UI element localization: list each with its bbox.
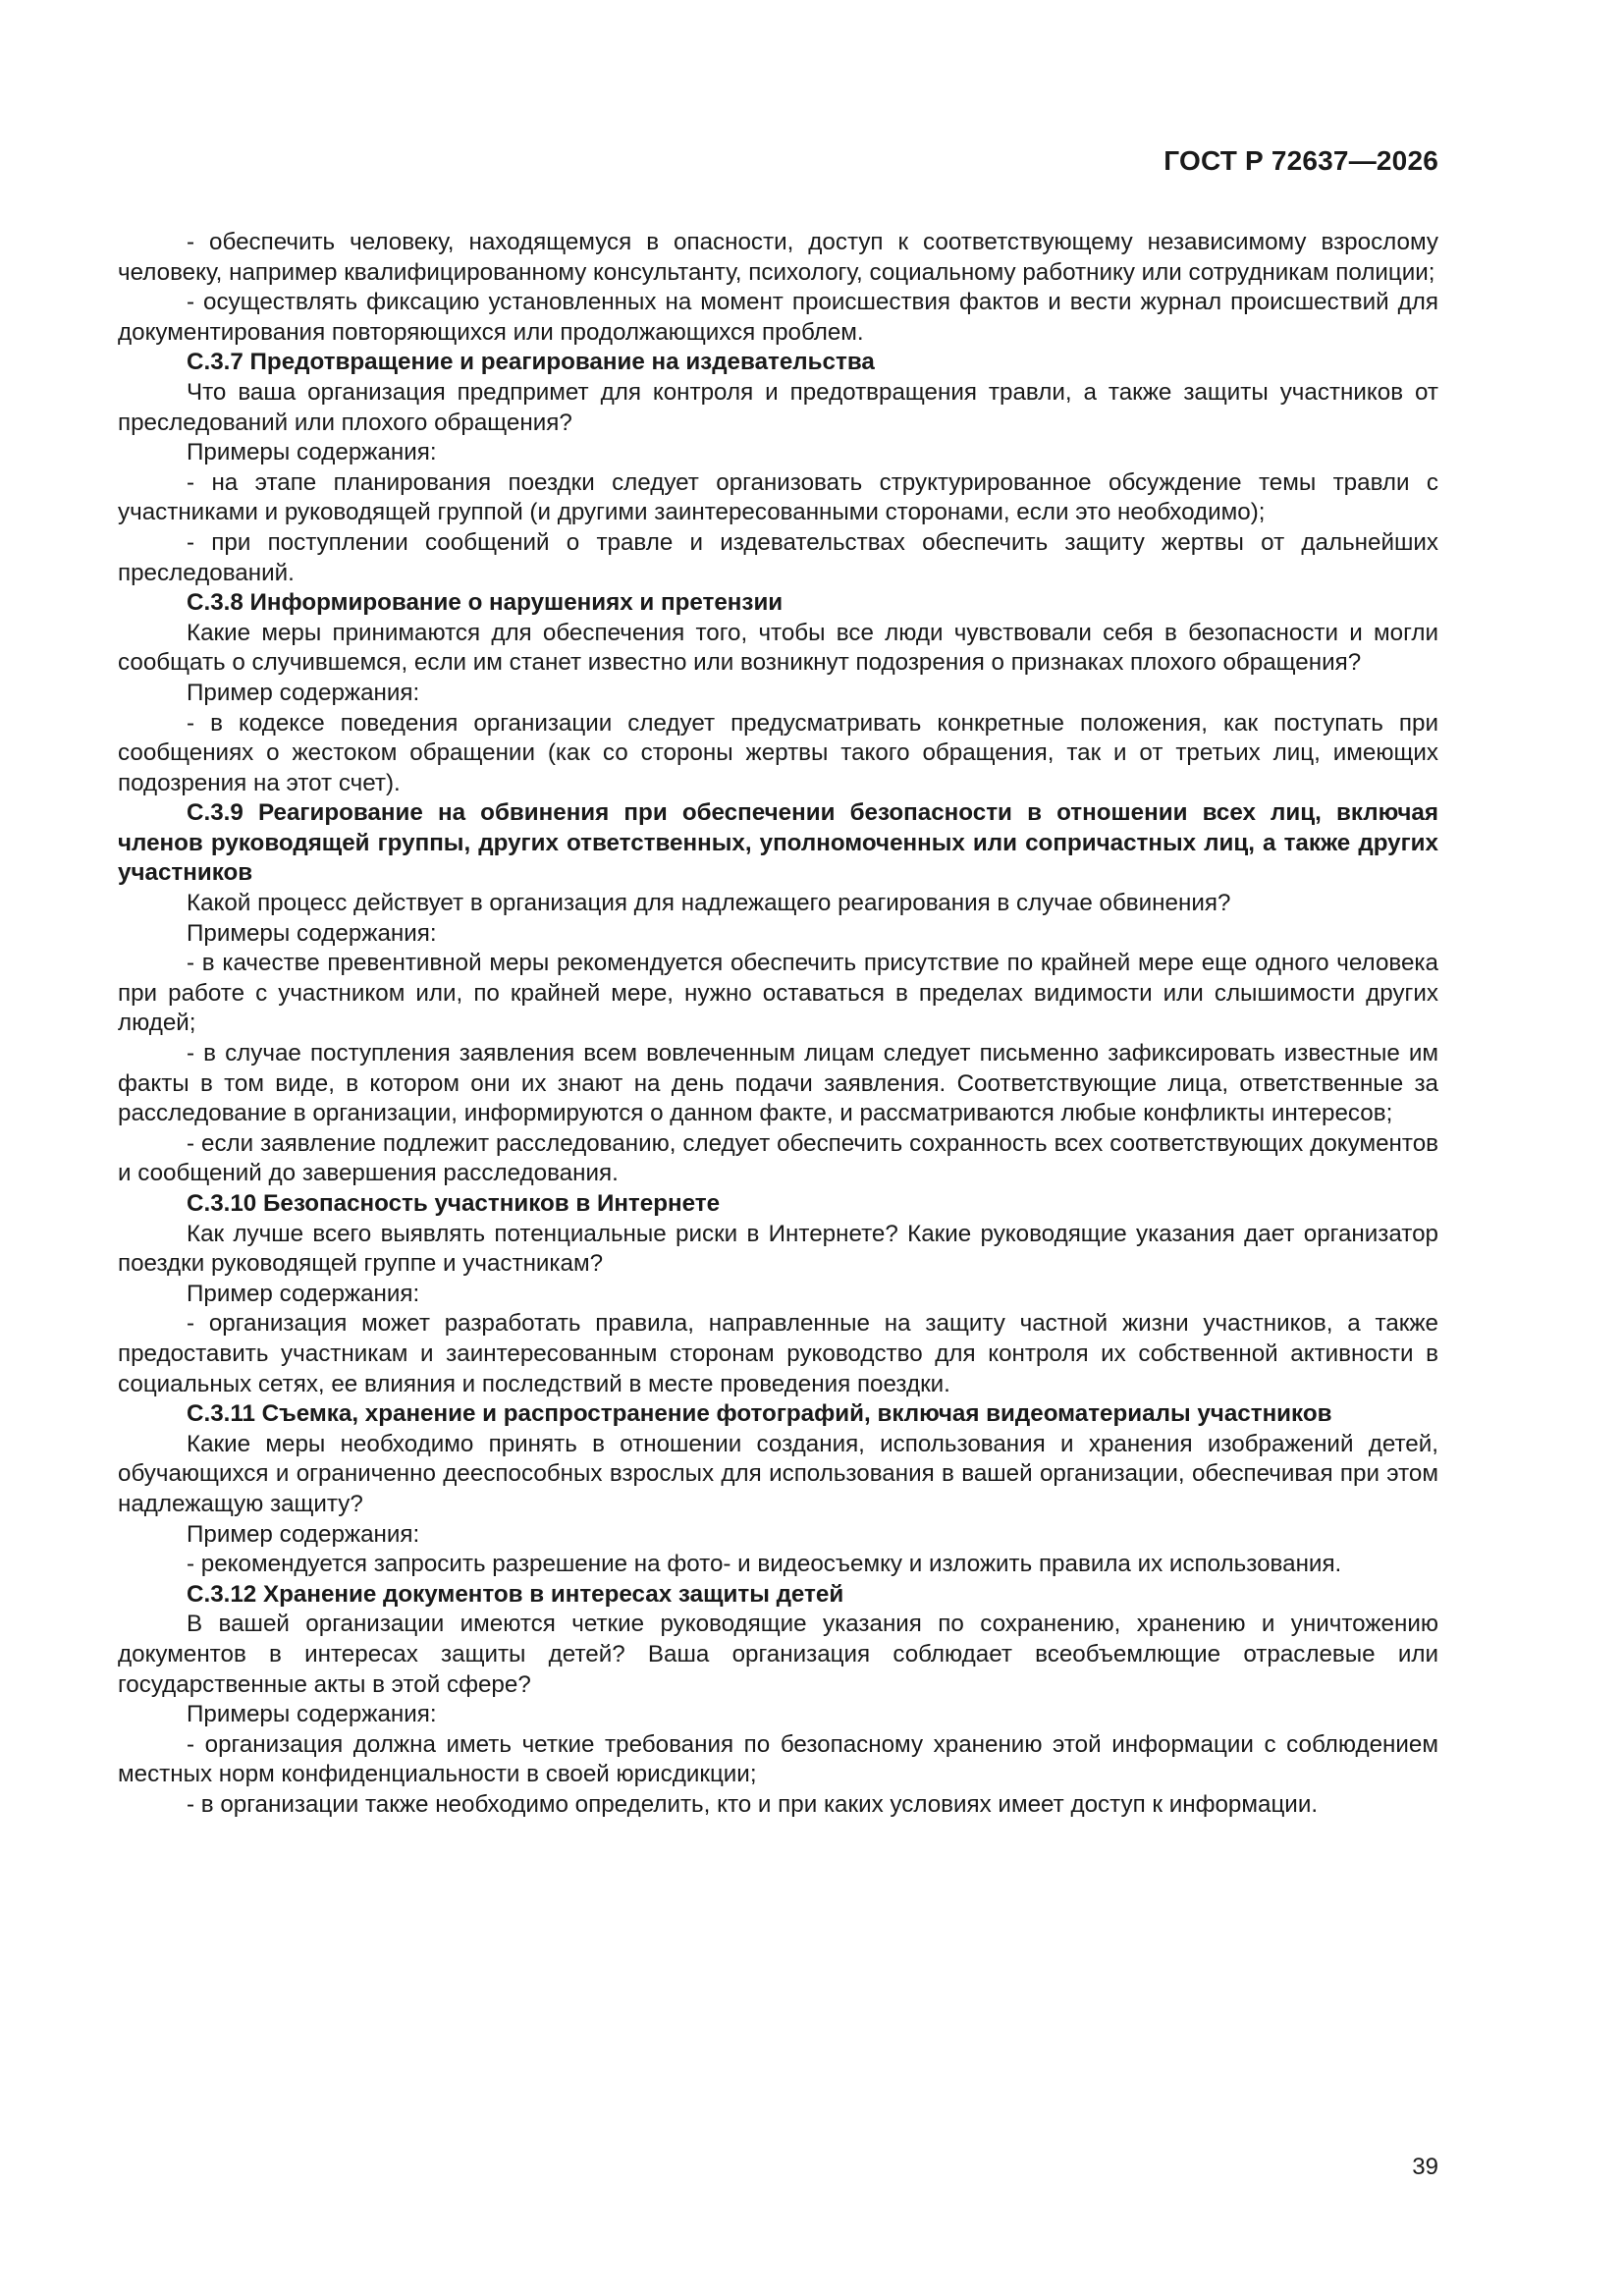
examples-label: Пример содержания: — [187, 1280, 420, 1307]
document-body — [118, 228, 1438, 1820]
list-item: - обеспечить человеку, находящемуся в опасности, доступ к соответствующему независимому взрослому человеку, например квалифицированному консультанту, психологу, социальному работнику или сотрудникам полиции; — [118, 229, 1438, 286]
examples-label: Пример содержания: — [187, 1520, 420, 1548]
list-item: - организация может разработать правила, направленные на защиту частной жизни участников, а также предоставить участникам и заинтересованным сторонам руководство для контроля их собственной активности в социальных сетях, ее влияния и последствий в месте проведения поездки. — [118, 1310, 1438, 1397]
list-item: - в качестве превентивной меры рекомендуется обеспечить присутствие по крайней мере еще одного человека при работе с участником или, по крайней мере, нужно оставаться в пределах видимости или слышимости других людей; — [118, 950, 1438, 1037]
section-heading: С.3.8 Информирование о нарушениях и претензии — [187, 589, 784, 617]
list-item: - осуществлять фиксацию установленных на момент происшествия фактов и вести журнал происшествий для документирования повторяющихся или продолжающихся проблем. — [118, 289, 1438, 346]
examples-label: Примеры содержания: — [187, 439, 437, 466]
list-item: - в организации также необходимо определить, кто и при каких условиях имеет доступ к информации. — [187, 1790, 1319, 1818]
section-heading: С.3.12 Хранение документов в интересах защиты детей — [187, 1580, 844, 1608]
page-number: 39 — [1412, 2154, 1438, 2180]
list-item: - если заявление подлежит расследованию, следует обеспечить сохранность всех соответствующих документов и сообщений до завершения расследования. — [118, 1129, 1438, 1187]
examples-label: Пример содержания: — [187, 679, 420, 706]
list-item: - в кодексе поведения организации следует предусматривать конкретные положения, как поступать при сообщениях о жестоком обращении (как со стороны жертвы такого обращения, так и от третьих лиц, имеющих подозрения на этот счет). — [118, 709, 1438, 796]
list-item: - рекомендуется запросить разрешение на фото- и видеосъемку и изложить правила их использования. — [187, 1551, 1342, 1578]
question-paragraph: Как лучше всего выявлять потенциальные риски в Интернете? Какие руководящие указания дает организатор поездки руководящей группе и участникам? — [118, 1220, 1438, 1278]
question-paragraph: Что ваша организация предпримет для контроля и предотвращения травли, а также защиты участников от преследований или плохого обращения? — [118, 378, 1438, 436]
list-item: - организация должна иметь четкие требования по безопасному хранению этой информации с соблюдением местных норм конфиденциальности в своей юрисдикции; — [118, 1730, 1438, 1788]
section-heading: С.3.9 Реагирование на обвинения при обеспечении безопасности в отношении всех лиц, включая членов руководящей группы, других ответственных, уполномоченных или сопричастных лиц, а также других участников — [118, 799, 1438, 887]
section-heading: С.3.10 Безопасность участников в Интернете — [187, 1190, 721, 1217]
standard-code: ГОСТ Р 72637—2026 — [1163, 145, 1438, 176]
list-item: - при поступлении сообщений о травле и издевательствах обеспечить защиту жертвы от дальнейших преследований. — [118, 528, 1438, 586]
section-heading: С.3.11 Съемка, хранение и распространение фотографий, включая видеоматериалы участников — [187, 1400, 1332, 1428]
list-item: - в случае поступления заявления всем вовлеченным лицам следует письменно зафиксировать известные им факты в том виде, в котором они их знают на день подачи заявления. Соответствующие лица, ответственные за расследование в организации, информируются о данном факте, и рассматриваются любые конфликты интересов; — [118, 1040, 1438, 1127]
section-heading: С.3.7 Предотвращение и реагирование на издевательства — [187, 349, 875, 376]
question-paragraph: Какие меры принимаются для обеспечения того, чтобы все люди чувствовали себя в безопасности и могли сообщать о случившемся, если им станет известно или возникнут подозрения о признаках плохого обращения? — [118, 619, 1438, 677]
question-paragraph: Какой процесс действует в организация для надлежащего реагирования в случае обвинения? — [187, 890, 1231, 917]
examples-label: Примеры содержания: — [187, 919, 437, 947]
list-item: - на этапе планирования поездки следует организовать структурированное обсуждение темы травли с участниками и руководящей группой (и другими заинтересованными сторонами, если это необходимо); — [118, 468, 1438, 526]
examples-label: Примеры содержания: — [187, 1701, 437, 1728]
question-paragraph: В вашей организации имеются четкие руководящие указания по сохранению, хранению и уничтожению документов в интересах защиты детей? Ваша организация соблюдает всеобъемлющие отраслевые или государственные акты в этой сфере? — [118, 1611, 1438, 1698]
question-paragraph: Какие меры необходимо принять в отношении создания, использования и хранения изображений детей, обучающихся и ограниченно дееспособных взрослых для использования в вашей организации, обеспечивая при этом надлежащую защиту? — [118, 1430, 1438, 1517]
